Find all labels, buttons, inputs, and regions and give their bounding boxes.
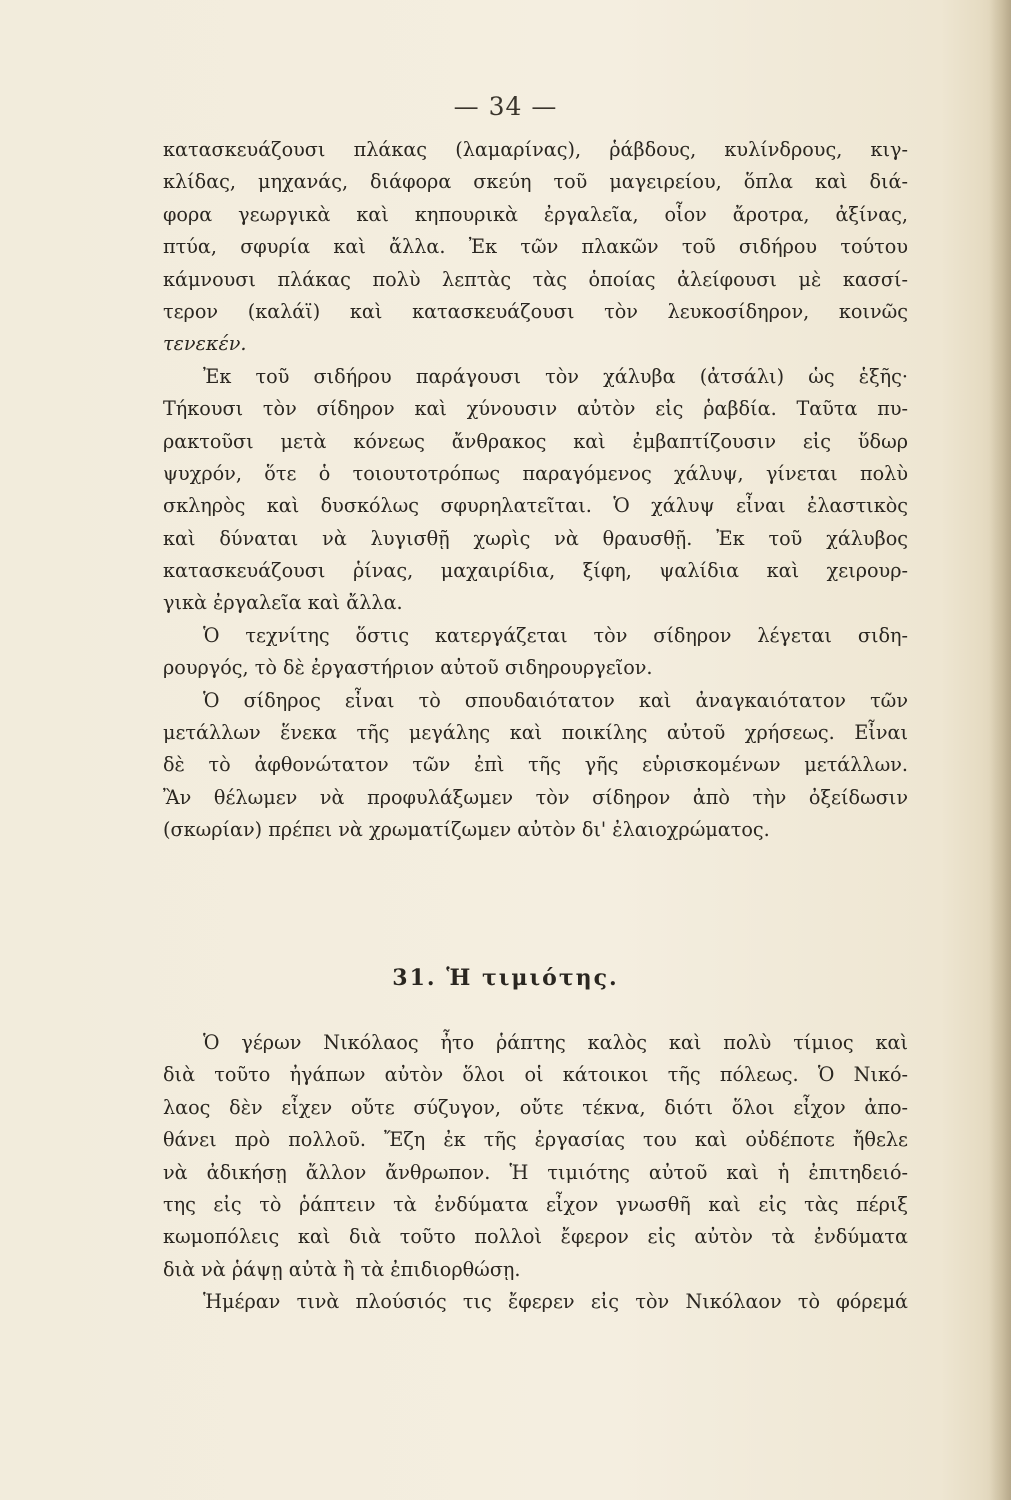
text-line: Ἂν θέλωμεν νὰ προφυλάξωμεν τὸν σίδηρον ἀπὸ τὴν ὀξείδωσιν (163, 785, 908, 809)
text-line: της εἰς τὸ ῥάπτειν τὰ ἐνδύματα εἶχον γνωσθῆ καὶ εἰς τὰς πέριξ (163, 1192, 908, 1216)
text-line: διὰ τοῦτο ἠγάπων αὐτὸν ὅλοι οἱ κάτοικοι τῆς πόλεως. Ὁ Νικό- (163, 1063, 908, 1087)
text-line: νὰ ἀδικήσῃ ἄλλον ἄνθρωπον. Ἡ τιμιότης αὐτοῦ καὶ ἡ ἐπιτηδειό- (163, 1160, 908, 1184)
text-line: (σκωρίαν) πρέπει νὰ χρωματίζωμεν αὐτὸν δι' ἐλαιοχρώματος. (163, 818, 770, 842)
text-line: Ἡμέραν τινὰ πλούσιός τις ἔφερεν εἰς τὸν Νικόλαον τὸ φόρεμά (203, 1290, 908, 1314)
text-line: Ὁ τεχνίτης ὅστις κατεργάζεται τὸν σίδηρον λέγεται σιδη- (203, 623, 908, 647)
text-line: κλίδας, μηχανάς, διάφορα σκεύη τοῦ μαγειρείου, ὅπλα καὶ διά- (163, 170, 908, 194)
text-line: μετάλλων ἕνεκα τῆς μεγάλης καὶ ποικίλης αὐτοῦ χρήσεως. Εἶναι (163, 721, 908, 745)
text-line: Τήκουσι τὸν σίδηρον καὶ χύνουσιν αὐτὸν εἰς ῥαβδία. Ταῦτα πυ- (163, 397, 908, 421)
text-block-bottom (163, 1027, 908, 1319)
text-line: κατασκευάζουσι ῥίνας, μαχαιρίδια, ξίφη, ψαλίδια καὶ χειρουρ- (163, 559, 908, 583)
text-line: κατασκευάζουσι πλάκας (λαμαρίνας), ῥάβδους, κυλίνδρους, κιγ- (163, 138, 908, 161)
text-line: δὲ τὸ ἀφθονώτατον τῶν ἐπὶ τῆς γῆς εὑρισκομένων μετάλλων. (163, 753, 908, 777)
text-line: πτύα, σφυρία καὶ ἄλλα. Ἐκ τῶν πλακῶν τοῦ σιδήρου τούτου (163, 235, 908, 259)
text-line: θάνει πρὸ πολλοῦ. Ἔζη ἐκ τῆς ἐργασίας του καὶ οὐδέποτε ἤθελε (163, 1128, 908, 1152)
text-line: ρουργός, τὸ δὲ ἐργαστήριον αὐτοῦ σιδηρουργεῖον. (163, 656, 653, 680)
page-number: — 34 — (453, 92, 558, 121)
text-line: Ὁ σίδηρος εἶναι τὸ σπουδαιότατον καὶ ἀναγκαιότατον τῶν (203, 688, 908, 712)
section-heading: 31. Ἡ τιμιότης. (392, 965, 619, 991)
text-line: κωμοπόλεις καὶ διὰ τοῦτο πολλοὶ ἔφερον εἰς αὐτὸν τὰ ἐνδύματα (163, 1225, 908, 1249)
text-line: κάμνουσι πλάκας πολὺ λεπτὰς τὰς ὁποίας ἀλείφουσι μὲ κασσί- (163, 267, 908, 291)
text-line: ρακτοῦσι μετὰ κόνεως ἄνθρακος καὶ ἐμβαπτίζουσιν εἰς ὕδωρ (163, 429, 908, 453)
text-line: Ὁ γέρων Νικόλαος ἦτο ῥάπτης καλὸς καὶ πολὺ τίμιος καὶ (203, 1031, 908, 1054)
page-edge-shadow (989, 0, 1011, 1500)
text-line: σκληρὸς καὶ δυσκόλως σφυρηλατεῖται. Ὁ χάλυψ εἶναι ἐλαστικὸς (163, 494, 908, 518)
text-line: λαος δὲν εἶχεν οὔτε σύζυγον, οὔτε τέκνα, διότι ὅλοι εἶχον ἀπο- (163, 1095, 908, 1119)
text-line: τενεκέν. (163, 332, 247, 356)
text-line: ψυχρόν, ὅτε ὁ τοιουτοτρόπως παραγόμενος χάλυψ, γίνεται πολὺ (163, 461, 908, 485)
text-line: καὶ δύναται νὰ λυγισθῇ χωρὶς νὰ θραυσθῇ. Ἐκ τοῦ χάλυβος (163, 526, 908, 550)
text-line: φορα γεωργικὰ καὶ κηπουρικὰ ἐργαλεῖα, οἷον ἄροτρα, ἀξίνας, (163, 202, 908, 226)
text-line: Ἐκ τοῦ σιδήρου παράγουσι τὸν χάλυβα (ἀτσάλι) ὡς ἑξῆς· (203, 364, 908, 388)
text-line: γικὰ ἐργαλεῖα καὶ ἄλλα. (163, 591, 403, 615)
text-line: διὰ νὰ ῥάψῃ αὐτὰ ἢ τὰ ἐπιδιορθώσῃ. (163, 1257, 521, 1281)
text-line: τερον (καλάϊ) καὶ κατασκευάζουσι τὸν λευκοσίδηρον, κοινῶς (163, 299, 908, 323)
text-block-top (163, 134, 908, 847)
